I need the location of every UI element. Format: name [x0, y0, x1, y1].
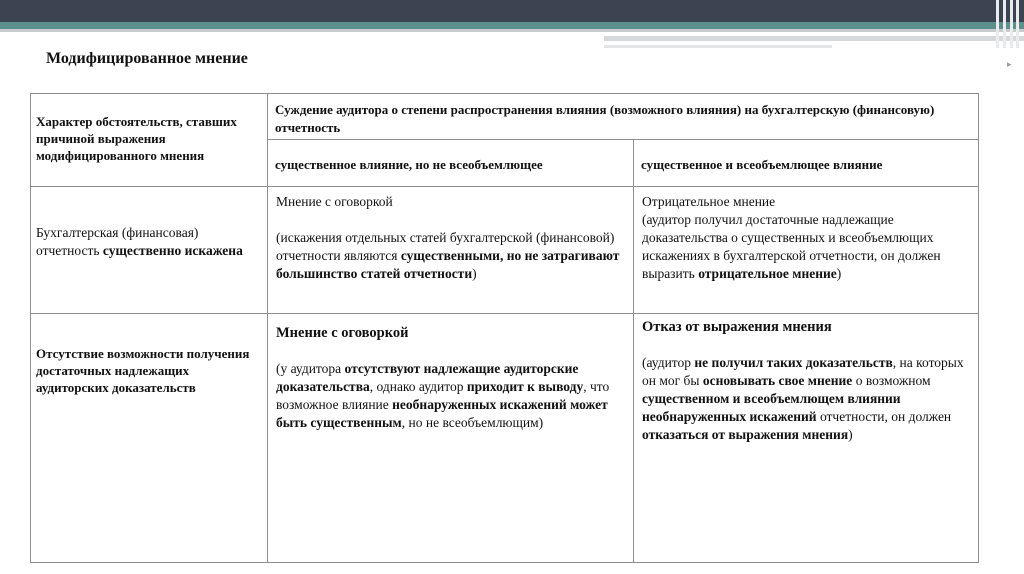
row1-qualified-title: Мнение с оговоркой [276, 194, 393, 209]
row2-qualified-title: Мнение с оговоркой [276, 325, 409, 341]
top-grey-band [0, 29, 1024, 32]
page-title: Модифицированное мнение [46, 50, 248, 67]
decor-stripe [604, 45, 832, 48]
header-circumstances: Характер обстоятельств, ставших причиной выражения модифицированного мнения [36, 114, 237, 163]
header-col3: существенное и всеобъемлющее влияние [641, 157, 883, 172]
row2-disclaimer-text: (аудитор не получил таких доказательств, на которых он мог бы основывать свое мнение о возможном существенном и всеобъемлющем влиянии необнаруженных искажений отчетности, он должен отказаться от выражения мнения) [642, 355, 964, 442]
row2-circumstance: Отсутствие возможности получения достаточных надлежащих аудиторских доказательств [36, 346, 250, 395]
decor-stripe [604, 36, 1024, 41]
header-col3-cell [634, 140, 979, 187]
top-teal-band [0, 22, 1024, 29]
table-header-row [31, 94, 979, 140]
row1-circumstance: Бухгалтерская (финансовая) отчетность существенно искажена [36, 225, 243, 258]
header-circumstances-cell [31, 94, 268, 187]
header-col2-cell [268, 140, 634, 187]
decor-vertical-lines [996, 0, 1020, 48]
header-judgement: Суждение аудитора о степени распространения влияния (возможного влияния) на бухгалтерскую (финансовую) отчетность [275, 102, 935, 135]
row2-disclaimer-cell [634, 314, 979, 563]
row1-adverse-title: Отрицательное мнение [642, 194, 776, 209]
row1-adverse-cell [634, 187, 979, 314]
row2-circumstance-cell [31, 314, 268, 563]
row2-disclaimer-title: Отказ от выражения мнения [642, 319, 832, 335]
header-col2: существенное влияние, но не всеобъемлющее [275, 157, 543, 172]
top-dark-band [0, 0, 1024, 22]
table-row [31, 187, 979, 314]
header-judgement-cell [268, 94, 979, 140]
triangle-arrow-icon: ▸ [1007, 60, 1012, 70]
row1-circumstance-cell [31, 187, 268, 314]
table-row [31, 314, 979, 563]
opinion-table [30, 93, 979, 563]
row1-qualified-cell [268, 187, 634, 314]
row1-qualified-text: (искажения отдельных статей бухгалтерской (финансовой) отчетности являются существенными, но не затрагивают большинство статей отчетности) [276, 230, 620, 281]
row2-qualified-cell [268, 314, 634, 563]
row2-qualified-text: (у аудитора отсутствуют надлежащие аудиторские доказательства, однако аудитор приходит к выводу, что возможное влияние необнаруженных искажений может быть существенным, но не всеобъемлющим) [276, 361, 610, 430]
row1-adverse-text: (аудитор получил достаточные надлежащие доказательства о существенных и всеобъемлющих искажениях в бухгалтерской отчетности, он должен выразить отрицательное мнение) [642, 212, 941, 281]
